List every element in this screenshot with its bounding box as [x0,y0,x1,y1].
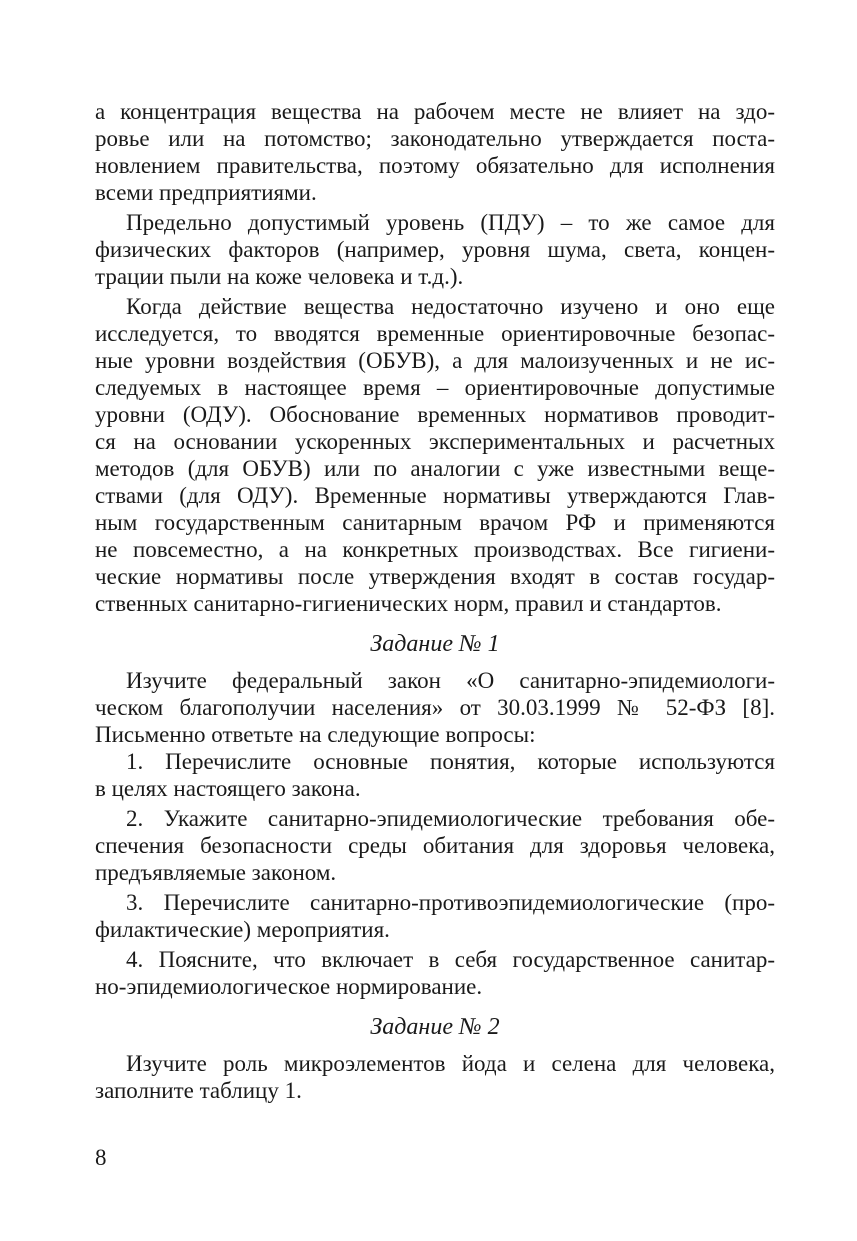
text-line: ческом благополучии населения» от 30.03.1999 № 52-ФЗ [8]. [95,695,775,720]
text-line: всеми предприятиями. [95,180,317,205]
text-line: ровье или на потомство; законодательно утверждается поста- [95,126,775,151]
text-line: филактические) мероприятия. [95,917,390,942]
text-line: 1. Перечислите основные понятия, которые используются [126,749,775,774]
text-line: ческие нормативы после утверждения входят в состав государ- [95,564,775,589]
text-line: ся на основании ускоренных экспериментальных и расчетных [95,429,775,454]
task1-intro [95,667,775,748]
text-line: Изучите федеральный закон «О санитарно-эпидемиологи- [126,668,775,693]
text-line: ственных санитарно-гигиенических норм, правил и стандартов. [95,591,722,616]
text-line: 2. Укажите санитарно-эпидемиологические требования обе- [126,806,775,831]
page-number: 8 [95,1145,107,1170]
task1-question-3 [95,889,775,943]
paragraph-intro [95,98,775,206]
text-line: а концентрация вещества на рабочем месте не влияет на здо- [95,99,775,124]
task2-heading: Задание № 2 [370,1014,500,1040]
paragraph-pdu [95,209,775,290]
task1-heading: Задание № 1 [370,631,500,657]
text-line: Изучите роль микроэлементов йода и селена для человека, [126,1051,775,1076]
text-line: заполните таблицу 1. [95,1078,302,1103]
text-line: ные уровни воздействия (ОБУВ), а для малоизученных и не ис- [95,348,775,373]
text-line: следуемых в настоящее время – ориентировочные допустимые [95,375,775,400]
text-line: исследуется, то вводятся временные ориентировочные безопас- [95,321,775,346]
text-line: но-эпидемиологическое нормирование. [95,974,483,999]
text-line: уровни (ОДУ). Обоснование временных нормативов проводит- [95,402,775,427]
text-line: 3. Перечислите санитарно-противоэпидемиологические (про- [126,890,775,915]
text-line: не повсеместно, а на конкретных производствах. Все гигиени- [95,537,775,562]
text-line: предъявляемые законом. [95,860,337,885]
text-line: Когда действие вещества недостаточно изучено и оно еще [126,294,775,319]
text-line: в целях настоящего закона. [95,776,361,801]
paragraph-obuv [95,293,775,617]
text-line: ным государственным санитарным врачом РФ и применяются [95,510,775,535]
text-line: Предельно допустимый уровень (ПДУ) – то же самое для [126,210,775,235]
text-line: методов (для ОБУВ) или по аналогии с уже известными веще- [95,456,775,481]
task1-question-4 [95,946,775,1000]
text-line: Письменно ответьте на следующие вопросы: [95,722,536,747]
text-line: ствами (для ОДУ). Временные нормативы утверждаются Глав- [95,483,775,508]
text-line: трации пыли на коже человека и т.д.). [95,264,464,289]
task1-question-1 [95,748,775,802]
page-body [95,98,775,1104]
task1-question-2 [95,805,775,886]
text-line: новлением правительства, поэтому обязательно для исполнения [95,153,775,178]
task2-text [95,1050,775,1104]
text-line: 4. Поясните, что включает в себя государственное санитар- [126,947,775,972]
text-line: спечения безопасности среды обитания для здоровья человека, [95,833,775,858]
text-line: физических факторов (например, уровня шума, света, концен- [95,237,775,262]
